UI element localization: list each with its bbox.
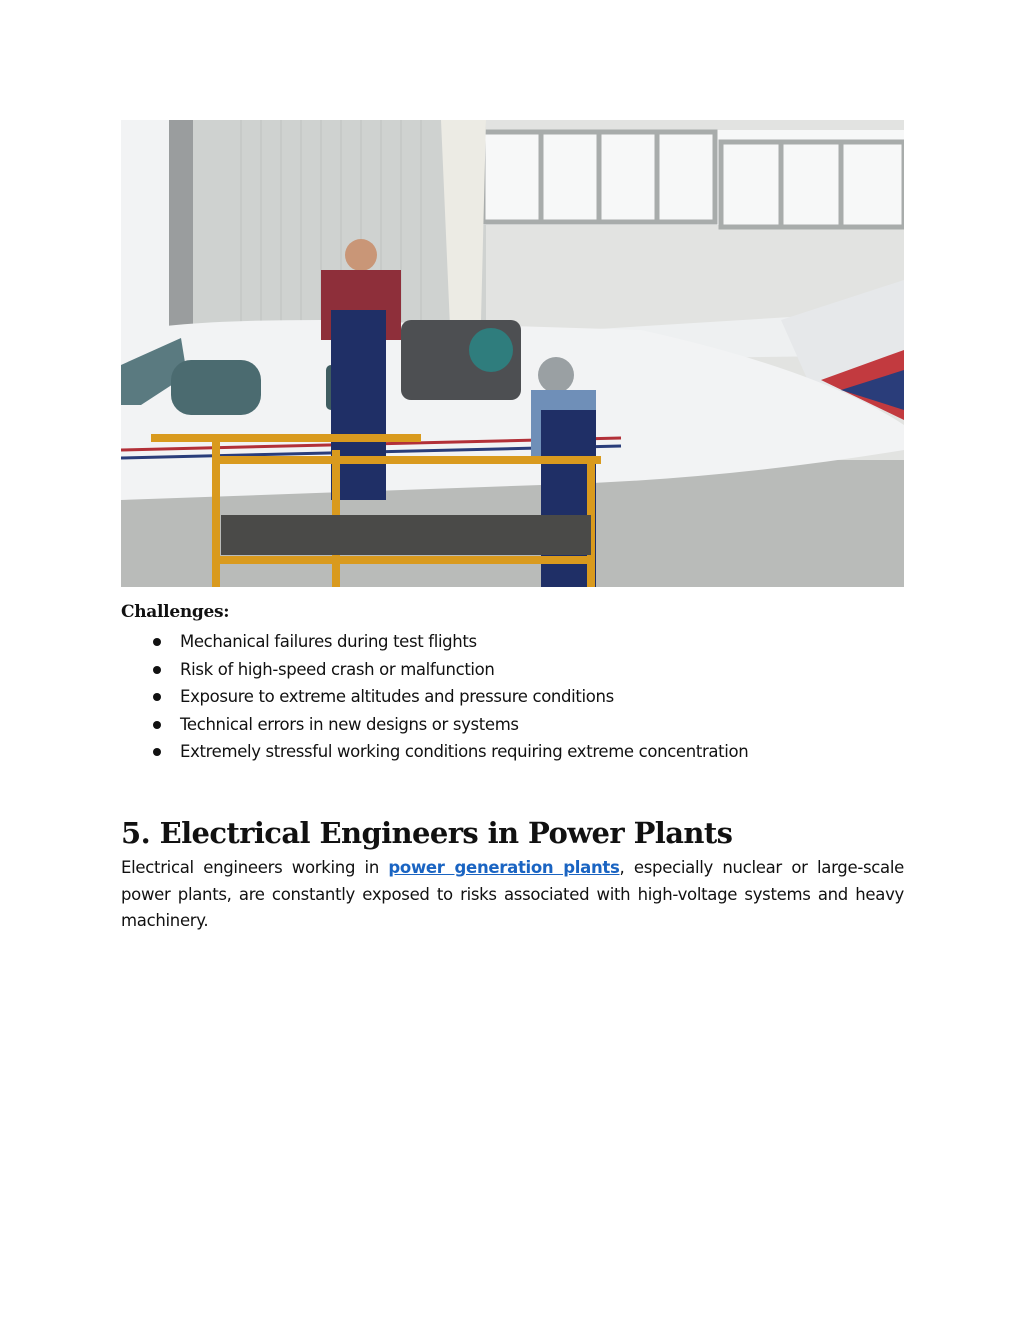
bullet-icon [153,666,161,674]
list-item-text: Risk of high-speed crash or malfunction [180,659,495,679]
list-item [121,711,748,739]
paragraph-text-after: , especially nuclear or large-scale power plants, are constantly exposed to risks associated with high-voltage systems and heavy machinery. [121,858,905,930]
list-item-text: Technical errors in new designs or systems [180,714,519,734]
bullet-icon [153,748,161,756]
bullet-icon [153,721,161,729]
list-item [121,683,748,711]
list-item-text: Exposure to extreme altitudes and pressure conditions [180,687,614,706]
bullet-icon [153,693,161,701]
challenges-list [121,628,748,766]
power-generation-plants-link[interactable]: power generation plants [388,858,620,877]
list-item-text: Mechanical failures during test flights [180,632,477,651]
paragraph-text-before: Electrical engineers working in [121,858,389,877]
list-item [121,656,748,684]
section-title: 5. Electrical Engineers in Power Plants [121,816,733,850]
bullet-icon [153,638,161,646]
list-item-text: Extremely stressful working conditions requiring extreme concentration [180,742,749,761]
hangar-aircraft-maintenance-photo [121,120,904,587]
challenges-heading: Challenges: [121,602,230,622]
section-paragraph [121,855,904,935]
list-item [121,628,748,656]
list-item [121,738,748,766]
